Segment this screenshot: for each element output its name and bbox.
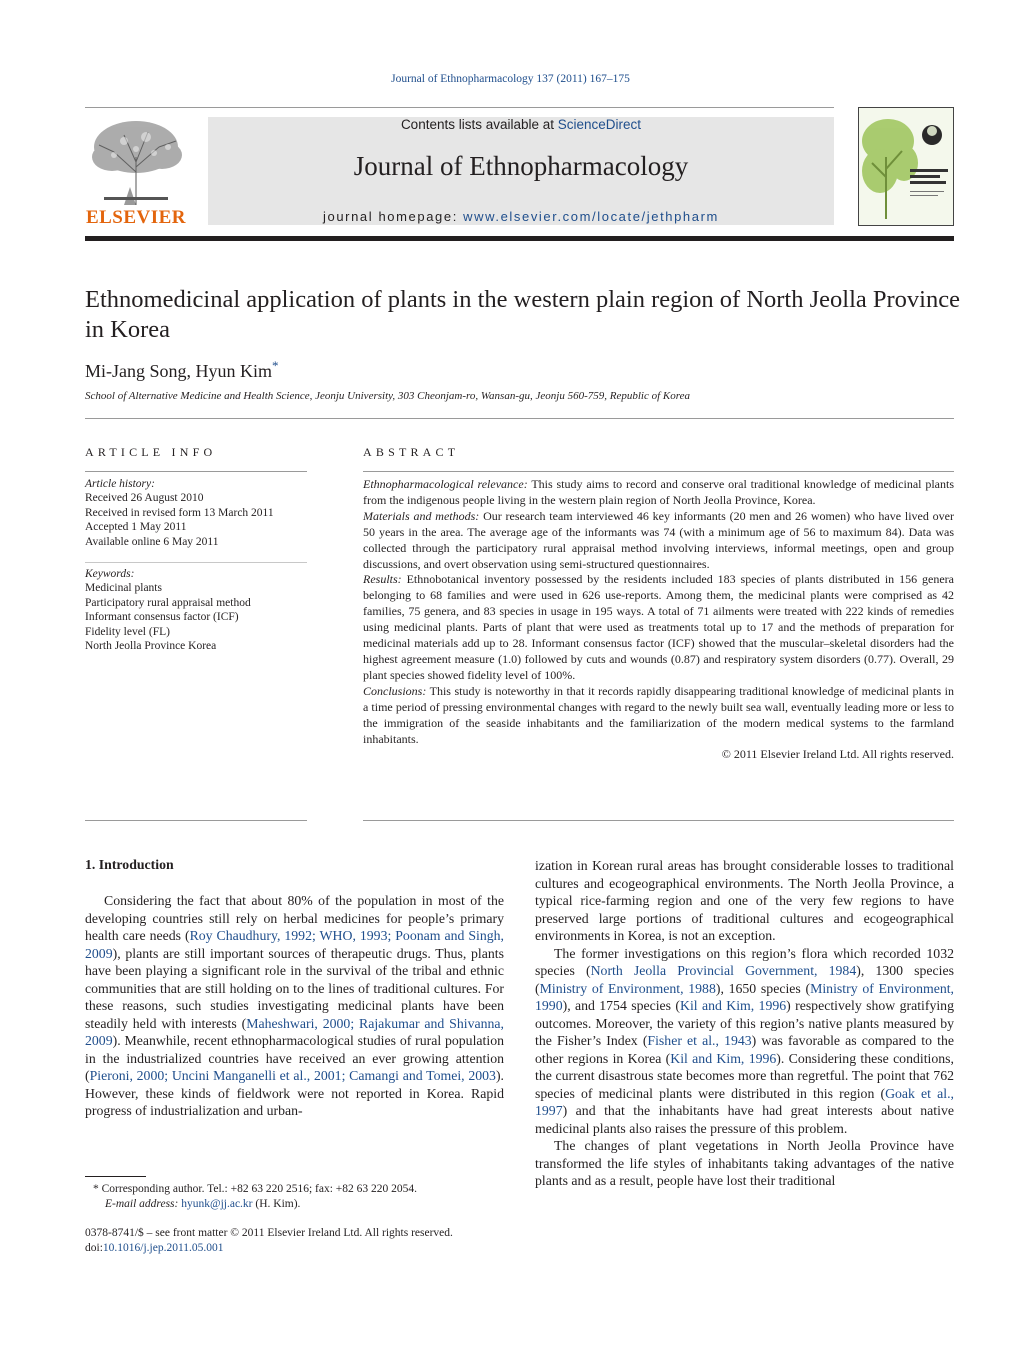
- abstract-heading: ABSTRACT: [363, 445, 460, 459]
- journal-citation[interactable]: Journal of Ethnopharmacology 137 (2011) 167–175: [391, 73, 630, 85]
- citation-link[interactable]: Goak et al., 1997: [535, 1085, 954, 1118]
- body-text: ), plants are still important sources of therapeutic drugs. Thus, plants have been playing a significant role in the survival of the tribal and ethnic communities that are still holding on to the lines of traditional cultures. For these reasons, such studies investigating medicinal plants have been steadily held with interests (: [85, 945, 504, 1031]
- intro-paragraph: [85, 892, 504, 1120]
- article-info-heading: ARTICLE INFO: [85, 445, 217, 459]
- header-bottom-rule: [85, 236, 954, 241]
- journal-title: Journal of Ethnopharmacology: [353, 151, 689, 181]
- journal-cover-thumbnail-icon: [858, 107, 954, 226]
- doi-line: [85, 1241, 224, 1256]
- abstract-bottom-rule: [363, 820, 954, 821]
- homepage-prefix: journal homepage:: [323, 209, 464, 224]
- section-heading: 1. Introduction: [85, 857, 174, 872]
- body-text: ) and that the inhabitants have had great interests about native medicinal plants also raises the pressure of this problem.: [535, 1103, 954, 1136]
- abstract-label: Ethnopharmacological relevance:: [363, 477, 528, 491]
- contents-line: [208, 117, 834, 132]
- body-text: ). Considering these conditions, the current disastrous state becomes more than regretful. The point that 762 species of medicinal plants were distributed in this region (: [535, 1050, 954, 1101]
- intro-paragraph: [535, 945, 954, 1138]
- abstract-methods: [363, 509, 954, 573]
- abstract-text: This study is noteworthy in that it records rapidly disappearing traditional knowledge of medicinal plants in a time period of pressing environmental changes with regard to the newly built sea wall, eventually leading more or less to the immigration of the seaside inhabitants and the familiarization of the modern medical systems to the farmland inhabitants.: [363, 683, 954, 746]
- keywords-label: Keywords:: [85, 568, 135, 580]
- doi-label: doi:: [85, 1242, 103, 1254]
- abstract-results: [363, 572, 954, 683]
- article-info-bottom-rule: [85, 820, 307, 821]
- email-footnote: [85, 1197, 300, 1212]
- abstract-conclusions: [363, 684, 954, 748]
- title-bottom-rule: [85, 418, 954, 419]
- citation-link[interactable]: Ministry of Environment, 1988: [539, 980, 716, 996]
- intro-left-column: [85, 892, 504, 1120]
- body-text: ) respectively show gratifying outcomes. Moreover, the variety of this region’s native plants measured by the Fisher’s Index (: [535, 998, 954, 1048]
- footnote-text: Corresponding author. Tel.: +82 63 220 2516; fax: +82 63 220 2054.: [98, 1183, 418, 1195]
- body-text: The former investigations on this region’s flora which recorded 1032 species (: [535, 945, 954, 978]
- history-label: Article history:: [85, 478, 155, 490]
- history-item: Received 26 August 2010: [85, 492, 204, 505]
- footnote-rule: [85, 1176, 146, 1177]
- homepage-link[interactable]: www.elsevier.com/locate/jethpharm: [463, 209, 719, 224]
- body-text: ). However, these kinds of fieldwork were not reported in Korea. Rapid progress of industrialization and urban-: [85, 1068, 504, 1118]
- abstract-text: Our research team interviewed 46 key informants (20 men and 26 women) who have lived over 50 years in the area. The average age of the informants was 74 (with a minimum age of 56 to maximum 84). Data was collected through the participatory rural appraisal method involving interviews, informal meetings, open and group discussions, and overt observation using semi-structured questionnaires.: [363, 508, 954, 571]
- corresponding-footnote: [85, 1182, 417, 1197]
- history-item: Accepted 1 May 2011: [85, 521, 187, 534]
- citation-link[interactable]: Kil and Kim, 1996: [679, 998, 787, 1013]
- header-top-rule: [85, 107, 834, 108]
- intro-right-column: [535, 857, 954, 1190]
- keyword-item: Medicinal plants: [85, 582, 162, 595]
- history-item: Received in revised form 13 March 2011: [85, 506, 274, 519]
- history-item: Available online 6 May 2011: [85, 535, 219, 548]
- email-suffix: (H. Kim).: [252, 1198, 301, 1210]
- email-link[interactable]: hyunk@jj.ac.kr: [181, 1198, 253, 1210]
- citation-link[interactable]: Roy Chaudhury, 1992; WHO, 1993; Poonam and Singh, 2009: [85, 928, 504, 961]
- keywords-block: [85, 567, 307, 653]
- keywords-rule: [85, 562, 307, 563]
- abstract-label: Conclusions:: [363, 683, 427, 698]
- body-text: Considering the fact that about 80% of the population in most of the developing countries still rely on herbal medicines for people’s primary health care needs (: [85, 893, 504, 943]
- citation-link[interactable]: Ministry of Environment, 1990: [535, 980, 955, 1013]
- journal-banner: [208, 117, 834, 225]
- citation-link[interactable]: Maheshwari, 2000; Rajakumar and Shivanna, 2009: [85, 1015, 504, 1048]
- keyword-item: Fidelity level (FL): [85, 625, 170, 638]
- elsevier-wordmark: ELSEVIER: [85, 207, 187, 228]
- issn-line: 0378-8741/$ – see front matter © 2011 Elsevier Ireland Ltd. All rights reserved.: [85, 1227, 453, 1239]
- body-text: ), 1650 species (: [715, 980, 811, 996]
- body-text: ). Meanwhile, recent ethnopharmacological studies of rural population in the industrialized countries have received an ever growing attention (: [85, 1033, 504, 1083]
- sciencedirect-link[interactable]: ScienceDirect: [557, 117, 642, 132]
- corresponding-author-mark[interactable]: *: [272, 358, 279, 373]
- intro-paragraph: ization in Korean rural areas has brought considerable losses to traditional cultures and ecogeographical environments. The North Jeolla Province, a typical rice-farming region and one of the very few regions to have preserved large portions of traditional cultures and ecogeographical environments in Korea, is not an exception.: [535, 858, 954, 943]
- body-text: ), and 1754 species (: [562, 998, 680, 1013]
- body-text: ), 1300 species (: [535, 963, 954, 996]
- abstract-label: Results:: [363, 572, 402, 587]
- journal-homepage: [208, 209, 834, 224]
- article-info-rule: [85, 471, 307, 472]
- article-title: Ethnomedicinal application of plants in the western plain region of North Jeolla Province in Korea: [85, 286, 960, 343]
- doi-link[interactable]: 10.1016/j.jep.2011.05.001: [102, 1242, 224, 1254]
- email-label: E-mail address:: [105, 1198, 179, 1210]
- citation-link[interactable]: North Jeolla Provincial Government, 1984: [590, 963, 857, 978]
- copyright-notice: © 2011 Elsevier Ireland Ltd. All rights reserved.: [721, 747, 954, 762]
- affiliation: School of Alternative Medicine and Health Science, Jeonju University, 303 Cheonjam-ro, Wansan-gu, Jeonju 560-759, Republic of Korea: [85, 390, 690, 402]
- abstract-rule: [363, 471, 954, 472]
- author-names: Mi-Jang Song, Hyun Kim: [85, 361, 273, 381]
- abstract-text: This study aims to record and conserve oral traditional knowledge of medicinal plants from the indigenous people living in the western plain region of North Jeolla Province, Korea.: [363, 477, 954, 507]
- article-history: [85, 477, 307, 549]
- contents-prefix: Contents lists available at: [400, 117, 558, 132]
- footnote-mark: *: [93, 1183, 99, 1195]
- intro-paragraph: The changes of plant vegetations in North Jeolla Province have transformed the life styles of inhabitants taking advantages of the native plants and as a result, people have lost their traditional: [535, 1138, 954, 1188]
- keyword-item: Participatory rural appraisal method: [85, 596, 251, 609]
- abstract-label: Materials and methods:: [363, 508, 480, 523]
- citation-link[interactable]: Pieroni, 2000; Uncini Manganelli et al., 2001; Camangi and Tomei, 2003: [89, 1068, 496, 1083]
- citation-link[interactable]: Kil and Kim, 1996: [670, 1050, 777, 1066]
- body-text: ) was favorable as compared to the other regions in Korea (: [535, 1033, 954, 1066]
- abstract-body: [363, 477, 954, 763]
- author-list: [85, 358, 279, 382]
- abstract-relevance: [363, 477, 954, 509]
- keyword-item: Informant consensus factor (ICF): [85, 611, 239, 624]
- abstract-text: Ethnobotanical inventory possessed by the residents included 183 species of plants distributed in 156 genera belonging to 68 families and were used in 626 use-reports. Among them, the medicinal plants were comprised as 42 families, 75 genera, and 83 species in usage in 195 ways. A total of 71 ailments were treated with 222 kinds of remedies using medicinal plants. Parts of plant that were used as treatments total up to 17 and the methods of preparation for medicinal materials add up to 28. Informant consensus factor (ICF) showed that the muscular–skeletal disorders had the highest agreement measure (1.0) followed by cuts and wounds (0.87) and respiratory system disorders (0.77). Overall, 29 plant species showed fidelity level of 100%.: [363, 572, 954, 682]
- keyword-item: North Jeolla Province Korea: [85, 640, 217, 653]
- citation-link[interactable]: Fisher et al., 1943: [647, 1033, 752, 1048]
